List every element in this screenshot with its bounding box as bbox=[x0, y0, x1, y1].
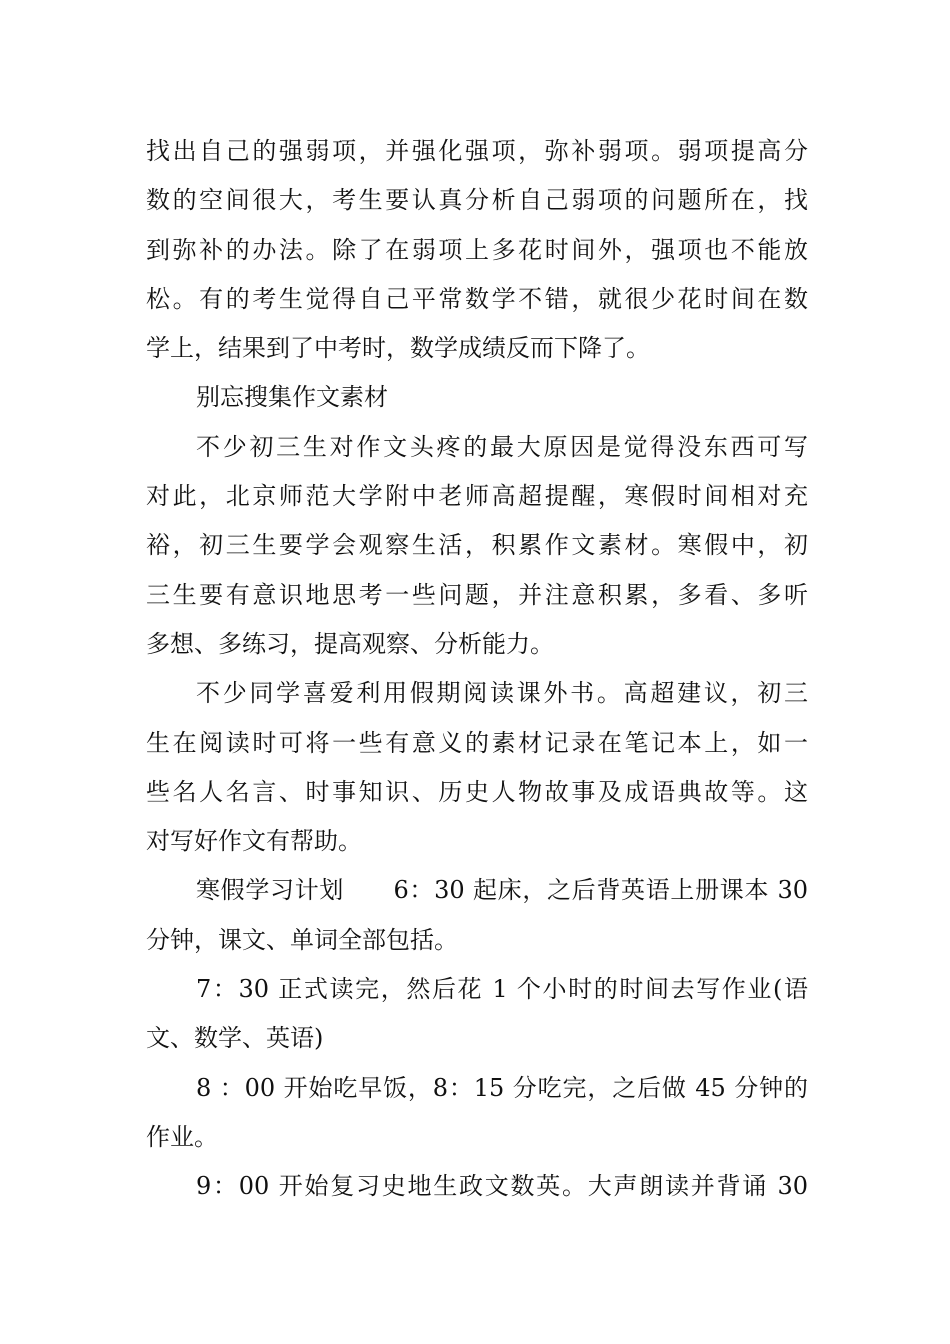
schedule-line: 8 ：00 开始吃早饭，8：15 分吃完，之后做 45 分钟的 bbox=[196, 1073, 808, 1102]
text-line: 分钟，课文、单词全部包括。 bbox=[146, 925, 458, 954]
text-line: 三生要有意识地思考一些问题，并注意积累，多看、多听 bbox=[146, 580, 808, 609]
text-line: 学上，结果到了中考时，数学成绩反而下降了。 bbox=[146, 334, 650, 363]
text-line: 裕，初三生要学会观察生活，积累作文素材。寒假中，初 bbox=[146, 531, 808, 560]
text-line: 对写好作文有帮助。 bbox=[146, 827, 362, 856]
text-line: 不少同学喜爱利用假期阅读课外书。高超建议，初三 bbox=[196, 679, 808, 708]
section-heading: 别忘搜集作文素材 bbox=[196, 383, 388, 412]
text-line: 到弥补的办法。除了在弱项上多花时间外，强项也不能放 bbox=[146, 235, 808, 264]
document-body bbox=[146, 127, 808, 1212]
text-line: 作业。 bbox=[146, 1122, 218, 1151]
text-line: 文、数学、英语) bbox=[146, 1024, 324, 1053]
text-line: 生在阅读时可将一些有意义的素材记录在笔记本上，如一 bbox=[146, 728, 808, 757]
schedule-line: 7：30 正式读完，然后花 1 个小时的时间去写作业(语 bbox=[196, 975, 808, 1004]
text-line: 对此，北京师范大学附中老师高超提醒，寒假时间相对充 bbox=[146, 482, 808, 511]
text-line: 不少初三生对作文头疼的最大原因是觉得没东西可写 bbox=[196, 432, 808, 461]
text-line: 松。有的考生觉得自己平常数学不错，就很少花时间在数 bbox=[146, 284, 808, 313]
text-line: 数的空间很大，考生要认真分析自己弱项的问题所在，找 bbox=[146, 186, 808, 215]
text-line: 找出自己的强弱项，并强化强项，弥补弱项。弱项提高分 bbox=[146, 137, 808, 165]
text-line: 多想、多练习，提高观察、分析能力。 bbox=[146, 629, 554, 658]
text-line: 些名人名言、时事知识、历史人物故事及成语典故等。这 bbox=[146, 777, 808, 806]
study-plan-line: 寒假学习计划 6：30 起床，之后背英语上册课本 30 bbox=[196, 876, 808, 905]
schedule-line: 9：00 开始复习史地生政文数英。大声朗读并背诵 30 bbox=[196, 1172, 808, 1201]
